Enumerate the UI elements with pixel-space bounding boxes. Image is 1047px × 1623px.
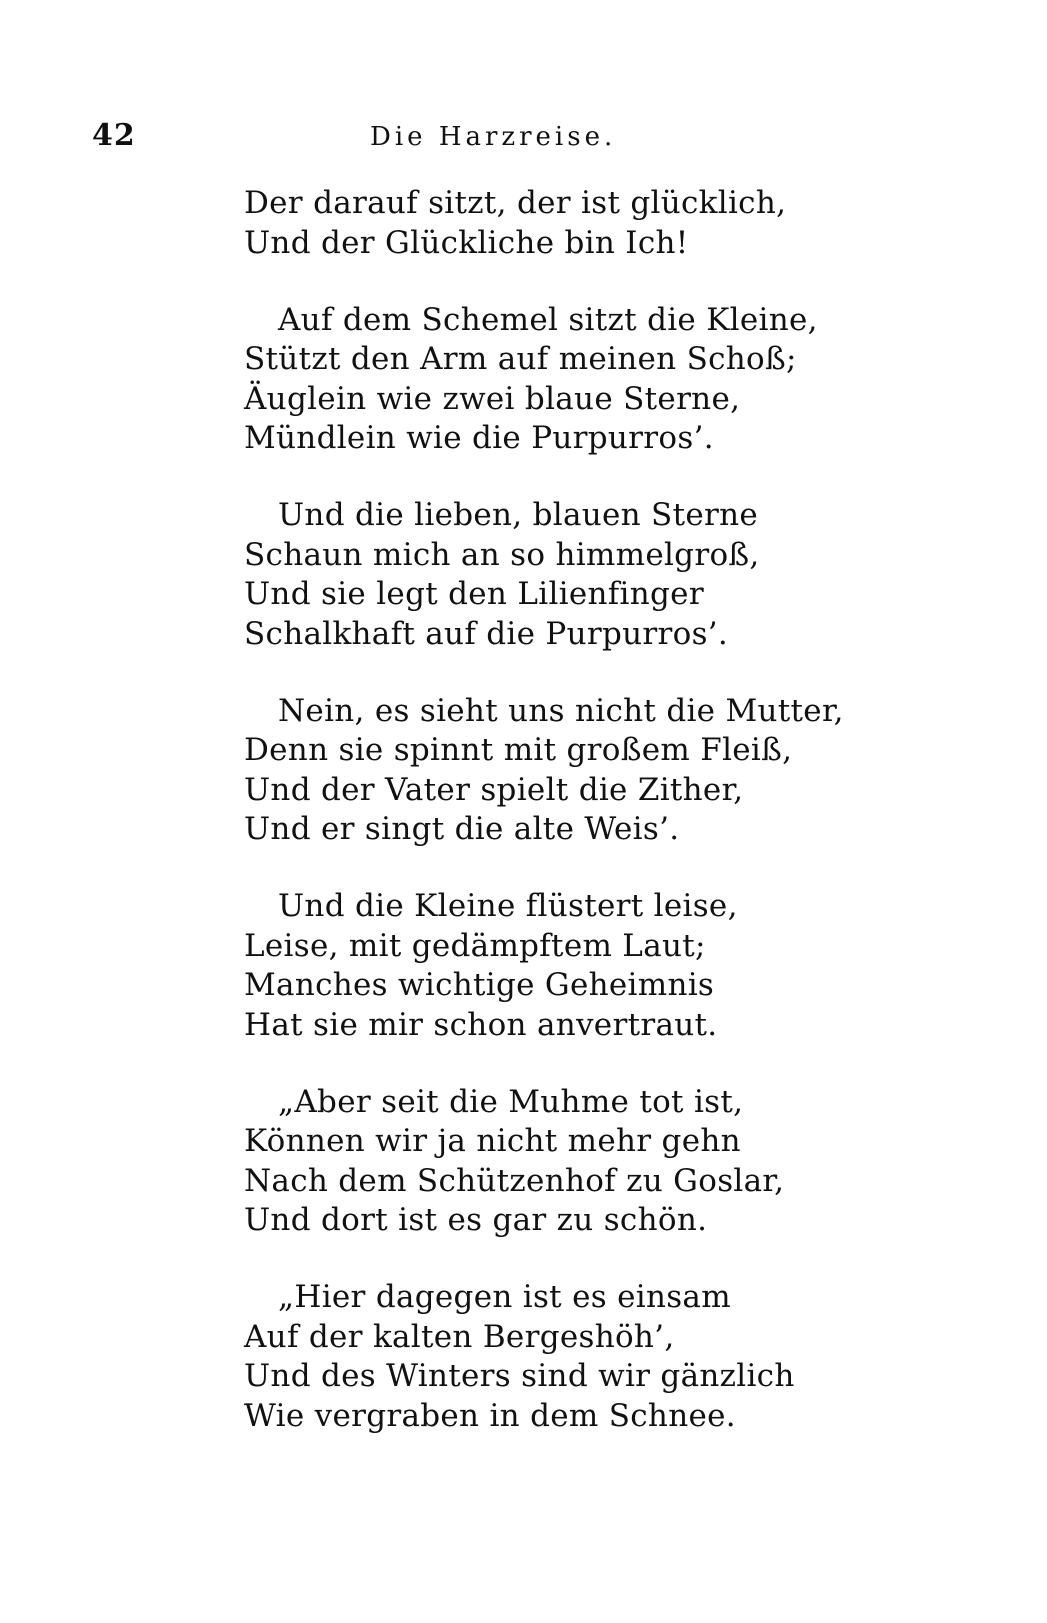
stanza <box>244 496 804 654</box>
poem-line: Leise, mit gedämpftem Laut; <box>244 927 706 964</box>
poem-line: Auf dem Schemel sitzt die Kleine, <box>278 301 818 338</box>
poem-line: Äuglein wie zwei blaue Sterne, <box>244 380 741 417</box>
poem-line: Denn sie spinnt mit großem Fleiß, <box>244 732 793 768</box>
poem-line: Der darauf sitzt, der ist glücklich, <box>244 185 787 221</box>
poem-line: Schalkhaft auf die Purpurros’. <box>244 615 729 652</box>
poem-line: Hat sie mir schon anvertraut. <box>244 1006 718 1043</box>
poem-line: Und die lieben, blauen Sterne <box>278 497 759 533</box>
poem-line: Und sie legt den Lilienfinger <box>244 576 704 612</box>
poem-line: Wie vergraben in dem Schnee. <box>244 1397 736 1434</box>
poem-line: Stützt den Arm auf meinen Schoß; <box>244 341 797 377</box>
poem-line: Und der Glückliche bin Ich! <box>244 224 689 261</box>
poem-line: Manches wichtige Geheimnis <box>244 967 715 1003</box>
poem-line: Nach dem Schützenhof zu Goslar, <box>244 1162 785 1199</box>
poem-line: Mündlein wie die Purpurros’. <box>244 420 714 456</box>
stanza <box>244 1278 804 1436</box>
poem-line: Und er singt die alte Weis’. <box>244 811 680 847</box>
poem-line: Können wir ja nicht mehr gehn <box>244 1123 741 1159</box>
running-title: Die Harzreise. <box>370 122 617 152</box>
poem-line: Und dort ist es gar zu schön. <box>244 1202 708 1238</box>
poem-line: Und der Vater spielt die Zither, <box>244 771 744 808</box>
stanza <box>244 301 818 459</box>
poem-line: „Aber seit die Muhme tot ist, <box>278 1083 744 1120</box>
poem-line: Auf der kalten Bergeshöh’, <box>244 1318 675 1355</box>
stanza <box>244 692 844 850</box>
poem-line: „Hier dagegen ist es einsam <box>278 1279 731 1315</box>
poem-line: Nein, es sieht uns nicht die Mutter, <box>278 692 844 729</box>
poem-line: Schaun mich an so himmelgroß, <box>244 536 760 573</box>
stanza <box>244 1083 804 1241</box>
stanza <box>244 184 804 263</box>
poem-line: Und die Kleine flüstert leise, <box>278 888 738 924</box>
page-number: 42 <box>92 118 136 153</box>
stanza <box>244 887 804 1045</box>
poem-line: Und des Winters sind wir gänzlich <box>244 1358 795 1394</box>
poem-body <box>244 184 844 1436</box>
